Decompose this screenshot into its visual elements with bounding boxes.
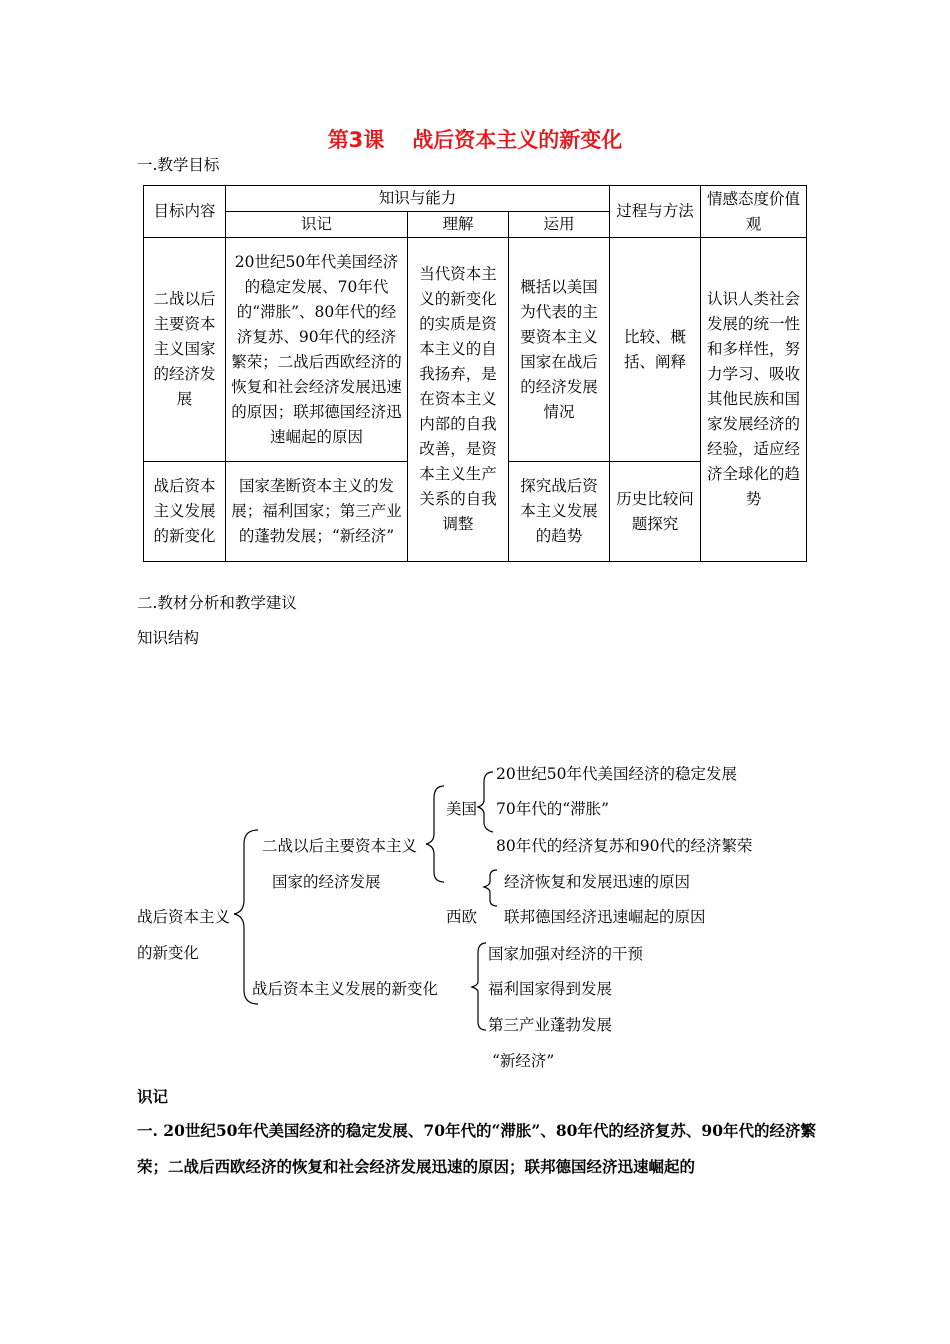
usa-item-1: 20世纪50年代美国经济的稳定发展 bbox=[496, 765, 737, 783]
header-understand: 理解 bbox=[408, 212, 509, 238]
header-apply: 运用 bbox=[509, 212, 610, 238]
row1-memorize: 20世纪50年代美国经济的稳定发展、70年代的“滞胀”、80年代的经济复苏、90年代的经济繁荣；二战后西欧经济的恢复和社会经济发展迅速的原因；联邦德国经济迅速崛起的原因 bbox=[226, 238, 408, 462]
row1-apply: 概括以美国为代表的主要资本主义国家在战后的经济发展情况 bbox=[509, 238, 610, 462]
header-knowledge-ability: 知识与能力 bbox=[226, 186, 610, 212]
branch2-items-brace bbox=[472, 943, 486, 1030]
usa-items-brace bbox=[478, 772, 493, 832]
emotion-cell: 认识人类社会发展的统一性和多样性，努力学习、吸收其他民族和国家发展经济的经验，适应经济全球化的趋势 bbox=[701, 238, 807, 562]
branch1-line2: 国家的经济发展 bbox=[272, 873, 381, 891]
row2-apply: 探究战后资本主义发展的趋势 bbox=[509, 462, 610, 562]
usa-item-3: 80年代的经济复苏和90代的经济繁荣 bbox=[496, 837, 753, 855]
branch2-item-3: 第三产业蓬勃发展 bbox=[488, 1016, 613, 1034]
header-target-content: 目标内容 bbox=[144, 186, 226, 238]
header-memorize: 识记 bbox=[226, 212, 408, 238]
section-teaching-goals: 一.教学目标 bbox=[137, 156, 220, 174]
branch2-item-1: 国家加强对经济的干预 bbox=[488, 945, 644, 963]
row2-process: 历史比较问题探究 bbox=[610, 462, 701, 562]
header-process-method: 过程与方法 bbox=[610, 186, 701, 238]
row2-memorize: 国家垄断资本主义的发展；福利国家；第三产业的蓬勃发展；“新经济” bbox=[226, 462, 408, 562]
root-line2: 的新变化 bbox=[137, 944, 200, 962]
branch2-item-2: 福利国家得到发展 bbox=[488, 980, 613, 998]
usa-item-2: 70年代的“滞胀” bbox=[496, 800, 610, 818]
header-emotion-values: 情感态度价值观 bbox=[701, 186, 807, 238]
memorize-paragraph: 一. 20世纪50年代美国经济的稳定发展、70年代的“滞胀”、80年代的经济复苏、90年代的经济繁荣；二战后西欧经济的恢复和社会经济发展迅速的原因；联邦德国经济迅速崛起的 bbox=[137, 1121, 816, 1176]
usa-label: 美国 bbox=[446, 800, 478, 818]
root-line1: 战后资本主义 bbox=[137, 908, 231, 926]
row1-content: 二战以后主要资本主义国家的经济发展 bbox=[144, 238, 226, 462]
branch2-label: 战后资本主义发展的新变化 bbox=[252, 980, 439, 998]
section-analysis: 二.教材分析和教学建议 bbox=[137, 594, 297, 612]
weu-items-brace bbox=[484, 870, 497, 906]
weu-item-1: 经济恢复和发展迅速的原因 bbox=[504, 873, 691, 891]
lesson-name: 战后资本主义的新变化 bbox=[412, 128, 623, 152]
understand-cell: 当代资本主义的新变化的实质是资本主义的自我扬弃，是在资本主义内部的自我改善，是资本主义生产关系的自我调整 bbox=[408, 238, 509, 562]
memorize-heading: 识记 bbox=[137, 1087, 169, 1106]
branch2-item-4: “新经济” bbox=[492, 1052, 555, 1070]
row2-content: 战后资本主义发展的新变化 bbox=[144, 462, 226, 562]
row1-process: 比较、概括、阐释 bbox=[610, 238, 701, 462]
usa-west-brace bbox=[426, 786, 444, 882]
weu-label: 西欧 bbox=[446, 908, 478, 926]
weu-item-2: 联邦德国经济迅速崛起的原因 bbox=[504, 908, 706, 926]
branch1-line1: 二战以后主要资本主义 bbox=[262, 837, 418, 855]
lesson-number: 第3课 bbox=[327, 128, 385, 152]
structure-label: 知识结构 bbox=[137, 629, 200, 647]
